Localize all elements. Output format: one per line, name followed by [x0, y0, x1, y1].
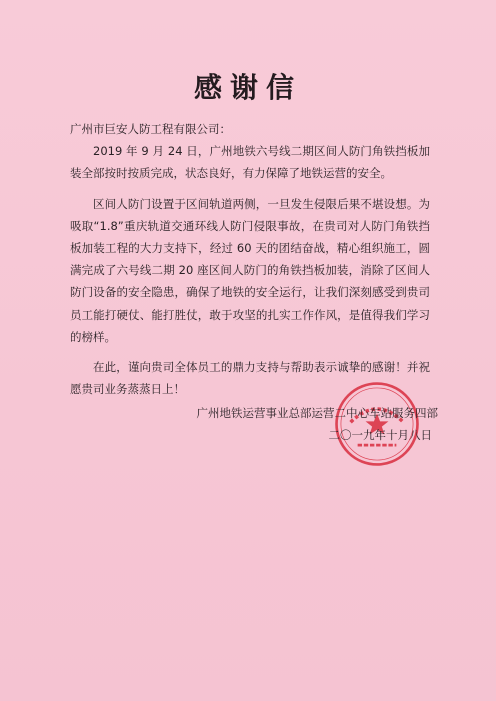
- signature-block: [197, 402, 439, 446]
- paragraph-2: 区间人防门设置于区间轨道两侧，一旦发生侵限后果不堪设想。为吸取“1.8”重庆轨道交通环线人防门侵限事故，在贵司对人防门角铁挡板加装工程的大力支持下，经过 60 天的团结奋战，精心组织施工，圆满完成了六号线二期 20 座区间人防门的角铁挡板加装，消除了区间人防门设备的安全隐患，确保了地铁的安全运行，让我们深刻感受到贵司员工能打硬仗、能打胜仗，敢于攻坚的扎实工作作风，是值得我们学习的榜样。: [70, 196, 430, 344]
- letter-title: 感谢信: [193, 71, 302, 104]
- paragraph-1: 2019 年 9 月 24 日，广州地铁六号线二期区间人防门角铁挡板加装全部按时按质完成，状态良好，有力保障了地铁运营的安全。: [70, 144, 430, 181]
- letter-body: [70, 118, 430, 400]
- signature-organization: 广州地铁运营事业总部运营二中心车站服务四部: [196, 406, 438, 420]
- paragraph-3: 在此，谨向贵司全体员工的鼎力支持与帮助表示诚挚的感谢！并祝愿贵司业务蒸蒸日上！: [70, 360, 430, 397]
- signature-date: 二〇一九年十月八日: [328, 428, 432, 442]
- salutation: 广州市巨安人防工程有限公司：: [70, 122, 231, 136]
